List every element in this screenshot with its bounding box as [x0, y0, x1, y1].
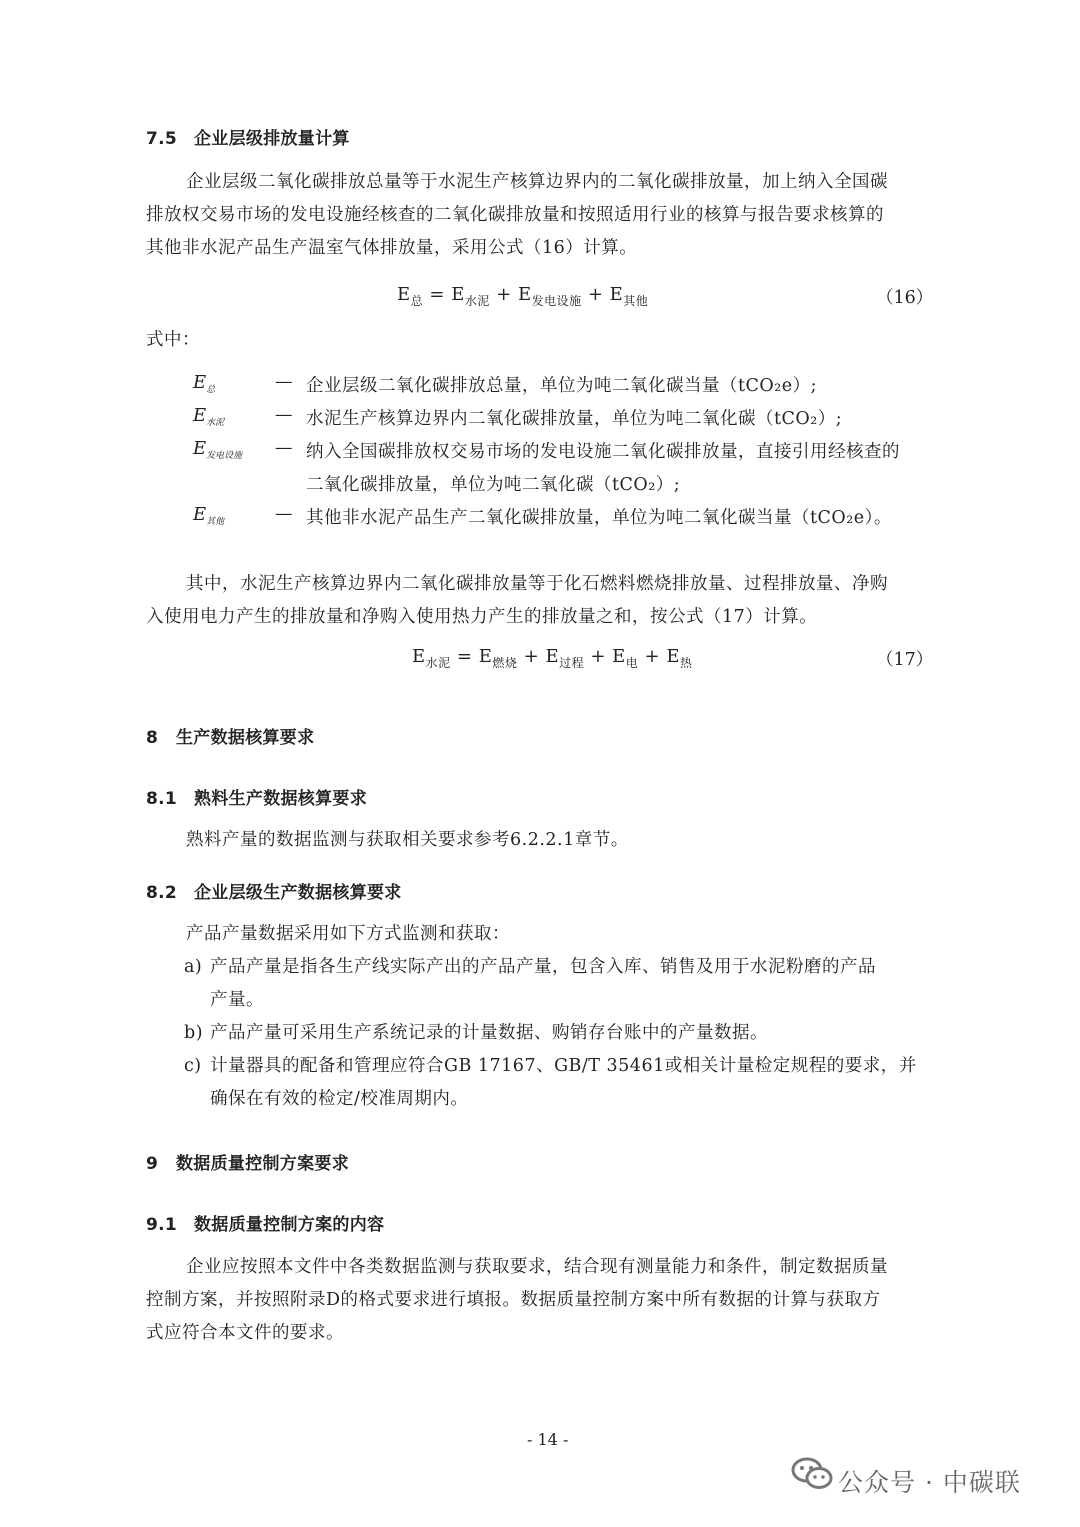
subscript-fuel: 燃烧 — [492, 656, 518, 670]
definition-text: 二氧化碳排放量，单位为吨二氧化碳（tCO₂）; — [306, 475, 681, 495]
definition-dash: — — [275, 405, 293, 425]
equation-number-16: （16） — [876, 288, 934, 308]
section-number: 9.1 — [146, 1215, 178, 1235]
section-number: 8.2 — [146, 883, 178, 903]
definition-dash: — — [275, 438, 293, 458]
definition-dash: — — [275, 372, 293, 392]
definition-symbol: $E_{其他}$ — [193, 504, 225, 527]
definition-dash: — — [275, 504, 293, 524]
section-title: 企业层级生产数据核算要求 — [194, 883, 402, 903]
paragraph-line: 企业层级二氧化碳排放总量等于水泥生产核算边界内的二氧化碳排放量，加上纳入全国碳 — [186, 172, 888, 192]
subscript-power: 发电设施 — [531, 294, 582, 308]
definition-text: 其他非水泥产品生产二氧化碳排放量，单位为吨二氧化碳当量（tCO₂e）。 — [306, 508, 892, 528]
subscript-process: 过程 — [559, 656, 585, 670]
symbol-e: E — [666, 646, 681, 667]
formula-17 — [412, 646, 693, 671]
equals-sign: = — [429, 284, 445, 305]
equals-sign: = — [456, 646, 473, 667]
list-item-marker: b) — [184, 1023, 204, 1043]
definition-row — [193, 504, 224, 527]
list-item-text: 计量器具的配备和管理应符合GB 17167、GB/T 35461或相关计量检定规程的要求，并 — [210, 1056, 917, 1076]
definition-symbol: $E_{发电设施}$ — [193, 438, 243, 461]
symbol-e: E — [412, 646, 426, 667]
section-title: 生产数据核算要求 — [176, 728, 315, 748]
formula-16 — [397, 284, 648, 309]
section-7-5-heading — [146, 124, 350, 149]
definition-text: 水泥生产核算边界内二氧化碳排放量，单位为吨二氧化碳（tCO₂）; — [306, 409, 843, 429]
section-number: 8 — [146, 728, 159, 748]
paragraph-line: 控制方案，并按照附录D的格式要求进行填报。数据质量控制方案中所有数据的计算与获取方 — [146, 1290, 881, 1310]
paragraph-line: 企业应按照本文件中各类数据监测与获取要求，结合现有测量能力和条件，制定数据质量 — [186, 1257, 888, 1277]
symbol-e: E — [545, 646, 560, 667]
list-item-marker: a) — [184, 957, 203, 977]
subscript-cement: 水泥 — [425, 656, 451, 670]
section-title: 数据质量控制方案的内容 — [194, 1215, 385, 1235]
paragraph-product-output: 产品产量数据采用如下方式监测和获取： — [186, 924, 510, 944]
symbol-e: E — [612, 646, 626, 667]
list-item-text: 确保在有效的检定/校准周期内。 — [210, 1089, 469, 1109]
section-number: 7.5 — [146, 129, 178, 149]
paragraph-line: 式应符合本文件的要求。 — [146, 1323, 344, 1343]
symbol-e: E — [609, 284, 624, 305]
section-9-heading — [146, 1149, 349, 1174]
paragraph-cement-emission — [146, 568, 936, 634]
symbol-e: E — [478, 646, 493, 667]
paragraph-clinker: 熟料产量的数据监测与获取相关要求参考6.2.2.1章节。 — [186, 830, 629, 850]
paragraph-line: 其他非水泥产品生产温室气体排放量，采用公式（16）计算。 — [146, 238, 638, 258]
section-number: 8.1 — [146, 789, 178, 809]
list-item-marker: c) — [184, 1056, 202, 1076]
section-9-1-heading — [146, 1210, 384, 1235]
definition-row — [193, 438, 242, 461]
subscript-heat: 热 — [680, 656, 693, 670]
section-title: 熟料生产数据核算要求 — [194, 789, 367, 809]
symbol-e: E — [451, 284, 465, 305]
list-item-text: 产量。 — [210, 990, 264, 1010]
section-title: 企业层级排放量计算 — [194, 129, 350, 149]
plus-sign: + — [496, 284, 512, 305]
section-8-2-heading — [146, 878, 402, 903]
list-item-text: 产品产量可采用生产系统记录的计量数据、购销存台账中的产量数据。 — [210, 1023, 768, 1043]
definition-symbol: $E_总$ — [193, 372, 216, 395]
watermark-text: 公众号 · 中碳联 — [838, 1468, 1021, 1497]
subscript-cement: 水泥 — [464, 294, 490, 308]
section-8-heading — [146, 723, 314, 748]
paragraph-line: 其中，水泥生产核算边界内二氧化碳排放量等于化石燃料燃烧排放量、过程排放量、净购 — [186, 574, 888, 594]
list-item-text: 产品产量是指各生产线实际产出的产品产量，包含入库、销售及用于水泥粉磨的产品 — [210, 957, 876, 977]
paragraph-line: 排放权交易市场的发电设施经核查的二氧化碳排放量和按照适用行业的核算与报告要求核算的 — [146, 205, 884, 225]
paragraph-line: 入使用电力产生的排放量和净购入使用热力产生的排放量之和，按公式（17）计算。 — [146, 607, 818, 627]
paragraph-total-emission — [146, 166, 936, 265]
plus-sign: + — [644, 646, 661, 667]
definition-row — [193, 405, 224, 428]
plus-sign: + — [587, 284, 604, 305]
wechat-icon — [790, 1456, 834, 1492]
definition-text: 纳入全国碳排放权交易市场的发电设施二氧化碳排放量，直接引用经核查的 — [306, 442, 900, 462]
plus-sign: + — [523, 646, 540, 667]
section-8-1-heading — [146, 784, 367, 809]
definition-text: 企业层级二氧化碳排放总量，单位为吨二氧化碳当量（tCO₂e）; — [306, 376, 818, 396]
paragraph-quality-plan — [146, 1251, 936, 1350]
symbol-e: E — [397, 284, 411, 305]
page-number: - 14 - — [527, 1430, 569, 1449]
subscript-electricity: 电 — [625, 656, 639, 670]
plus-sign: + — [590, 646, 606, 667]
definition-symbol: $E_{水泥}$ — [193, 405, 225, 428]
equation-number-17: （17） — [876, 650, 934, 670]
subscript-total: 总 — [410, 294, 424, 308]
section-title: 数据质量控制方案要求 — [176, 1154, 349, 1174]
subscript-other: 其他 — [623, 294, 649, 308]
where-label: 式中： — [146, 330, 200, 350]
symbol-e: E — [517, 284, 532, 305]
section-number: 9 — [146, 1154, 159, 1174]
definition-row — [193, 372, 215, 395]
